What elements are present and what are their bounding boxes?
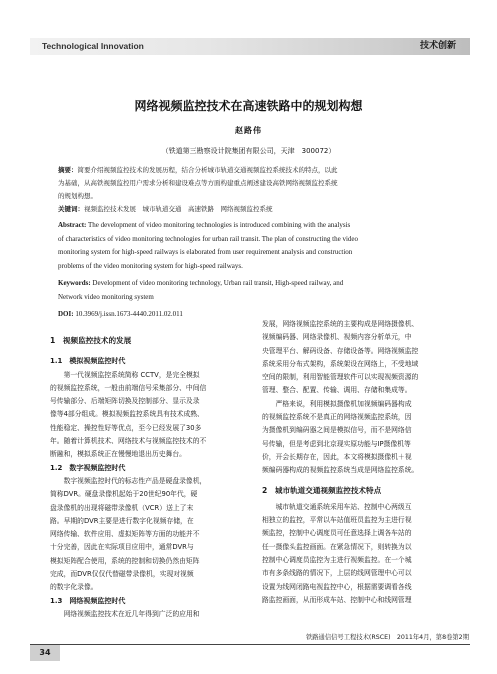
left-column <box>50 334 230 621</box>
paragraph-line: 第一代视频监控系统简称 CCTV，是完全模拟 <box>63 370 200 379</box>
paragraph-line: 盘录像机的出现将磁带录像机（VCR）送上了末 <box>50 503 194 512</box>
paragraph-line: 管理、整合、配置、传输、调用、存储和集成等。 <box>262 386 412 395</box>
paragraph-line: 数字视频监控时代的标志性产品是硬盘录像机， <box>63 476 207 485</box>
paragraph-line: 号传输部分、后端矩阵切换及控制部分、显示及录 <box>50 397 200 406</box>
paragraph-line: 路监控画面，从而形成车站、控制中心和线网管理 <box>262 595 412 604</box>
paragraph-line: 为摄像机到编码器之间是模拟信号，而不是网络信 <box>262 426 412 435</box>
doi-label: DOI: <box>58 310 74 318</box>
paragraph-line: 严格来说，利用模拟摄像机加视频编码器构成 <box>275 399 412 408</box>
paragraph-line: 视频编码器、网络录像机、视频内容分析单元，中 <box>262 333 412 342</box>
paragraph-line: 断融和，模拟系统正在慢慢地退出历史舞台。 <box>50 450 186 459</box>
paragraph-line: 的数字化录像。 <box>50 583 98 592</box>
abstract-text-2: 为基础，从高铁视频监控用户需求分析和建设难点等方面构建重点阐述建设高铁网络视频监控系统 <box>58 179 338 187</box>
paragraph-line: 市有多条线路的情况下，上层的线网管理中心可以 <box>262 569 412 578</box>
paragraph-line: 的视频监控系统，一般由前端信号采集部分、中间信 <box>50 383 207 392</box>
paragraph-line: 控制中心调度员监控为主进行视频监控。在一个城 <box>262 556 412 565</box>
paragraph-line: 发展，网络视频监控系统的主要构成是网络摄像机、 <box>262 320 419 328</box>
paragraph-line: 设置为线网闭路电视监控中心，根据需要调看各线 <box>262 582 412 591</box>
paragraph-line: 频编码器构成的视频监控系统当成是网络监控系统。 <box>262 466 419 475</box>
footer-divider <box>30 644 470 645</box>
section-1-1-heading: 1.1 模拟视频监控时代 <box>50 357 126 366</box>
en-keywords-text-1: Development of video monitoring technology, Urban rail transit, High-speed railway, and <box>92 279 344 287</box>
doi-text: 10.3969/j.issn.1673-4440.2011.02.011 <box>75 310 183 318</box>
en-abstract-text-4: problems of the video monitoring system for high-speed railways. <box>58 261 243 270</box>
paragraph-line: 完成，而DVR仅仅代替磁带录像机，实现对视频 <box>50 570 194 579</box>
paragraph-line: 简称DVR。硬盘录像机起始于20世纪90年代，硬 <box>50 490 198 499</box>
paragraph-line: 的视频监控系统不是真正的网络视频监控系统，因 <box>262 413 412 422</box>
paragraph-line: 系统采用分布式架构，系统架设在网络上，不受地域 <box>262 359 419 368</box>
paragraph-line: 像等4部分组成。模拟视频监控系统具有技术成熟、 <box>50 410 204 419</box>
abstract-en <box>58 219 448 322</box>
section-2-heading: 2 城市轨道交通视频监控技术特点 <box>262 485 382 495</box>
paragraph-line: 任一摄像头监控画面。在紧急情况下，则转换为以 <box>262 542 412 551</box>
en-keywords-label: Keywords: <box>58 279 91 287</box>
en-keywords-text-2: Network video monitoring system <box>58 292 154 301</box>
paragraph-line: 号传输，但是考虑到北京现实原功能与IP摄像机等 <box>262 439 411 448</box>
paragraph-line: 网络传输、软件应用、虚拟矩阵等方面的功能并不 <box>50 530 200 539</box>
paragraph-line: 网络视频监控技术在近几年得到广泛的应用和 <box>63 609 200 618</box>
en-abstract-text-3: monitoring system for high-speed railways is elaborated from user requirement analysis and construction <box>58 248 353 256</box>
page-number: 34 <box>30 645 60 661</box>
section-1-2-heading: 1.2 数字视频监控时代 <box>50 463 126 472</box>
abstract-label: 摘要： <box>58 166 78 174</box>
paragraph-line: 央管理平台、解码设备、存储设备等。网络视频监控 <box>262 346 419 355</box>
article-affiliation: （铁道第三勘察设计院集团有限公司，天津 300072） <box>161 147 336 155</box>
article-author: 赵路伟 <box>235 126 262 135</box>
abstract-text-3: 的规划构想。 <box>58 192 97 200</box>
section-1-heading: 1 视频监控技术的发展 <box>50 336 132 345</box>
paragraph-line: 性能稳定、操控性好等优点，至今已经发展了30多 <box>50 423 202 432</box>
header-banner <box>30 38 470 55</box>
abstract-cn <box>58 164 448 216</box>
paragraph-line: 城市轨道交通系统采用车站、控制中心两级互 <box>275 502 412 511</box>
paragraph-line: 相独立的监控，平常以车站值班员监控为主进行视 <box>262 516 412 525</box>
keywords-text: 视频监控技术发展 城市轨道交通 高速铁路 网络视频监控系统 <box>84 205 273 213</box>
right-column <box>262 318 446 607</box>
abstract-text-1: 简要介绍视频监控技术的发展历程，结合分析城市轨道交通视频监控系统技术的特点，以此 <box>77 166 338 174</box>
header-section-label: Technological Innovation <box>42 41 144 51</box>
paragraph-line: 频监控，控制中心调度员可任意选择上调各车站的 <box>262 529 412 538</box>
paragraph-line: 价，开会长期存在，因此，本文将模拟摄像机＋视 <box>262 452 412 461</box>
article-title: 网络视频监控技术在高速铁路中的规划构想 <box>134 99 363 113</box>
en-abstract-text-2: of characteristics of video monitoring technologies for urban rail transit. The plan of constructing the video <box>58 234 359 243</box>
paragraph-line: 十分完善，因此在实际项目应用中，通常DVR与 <box>50 543 194 552</box>
en-abstract-label: Abstract: <box>58 221 87 229</box>
journal-footer: 铁路通信信号工程技术(RSCE) 2011年4月，第8卷第2期 <box>305 634 469 641</box>
header-category: 技术创新 <box>419 41 456 51</box>
paragraph-line: 路。早期的DVR主要是进行数字化视频存储，在 <box>50 516 194 525</box>
paragraph-line: 模拟矩阵配合使用，系统的控制和切换仍然由矩阵 <box>50 556 200 565</box>
section-1-3-heading: 1.3 网络视频监控时代 <box>50 596 126 605</box>
en-abstract-text-1: The development of video monitoring technologies is introduced combining with the analysis <box>88 221 351 229</box>
keywords-label: 关键词： <box>58 205 84 213</box>
paragraph-line: 空间的限制，利用智能管理软件可以实现视频资源的 <box>262 373 419 382</box>
paragraph-line: 年。随着计算机技术、网络技术与视频监控技术的不 <box>50 437 207 446</box>
